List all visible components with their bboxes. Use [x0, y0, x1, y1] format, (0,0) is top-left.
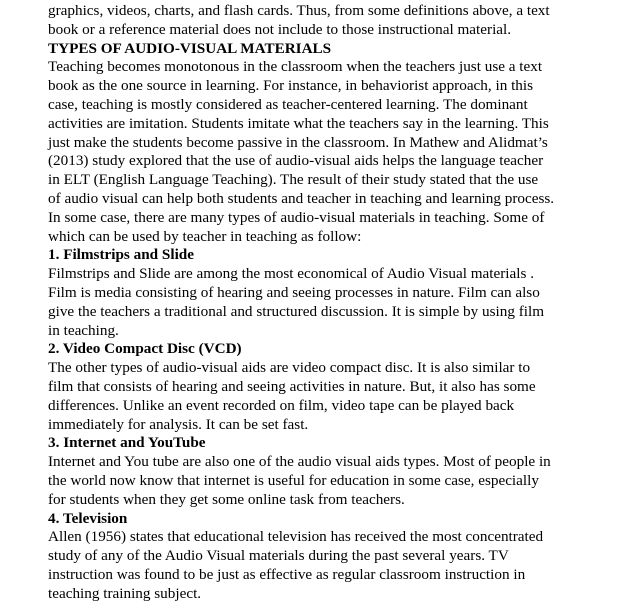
text-line: Filmstrips and Slide are among the most economical of Audio Visual materials . — [48, 265, 534, 283]
text-line: In some case, there are many types of audio-visual materials in teaching. Some of — [48, 208, 545, 226]
text-line: Teaching becomes monotonous in the classroom when the teachers just use a text — [48, 58, 543, 76]
item-heading: 4. Television — [48, 509, 128, 527]
item-television — [48, 510, 632, 604]
text-line: for students when they get some online task from teachers. — [48, 490, 405, 508]
text-line: teaching training subject. — [48, 584, 202, 602]
text-line: case, teaching is mostly considered as teacher-centered learning. The dominant — [48, 95, 528, 113]
section-heading: TYPES OF AUDIO-VISUAL MATERIALS — [48, 39, 332, 57]
text-line: Film is media consisting of hearing and seeing processes in nature. Film can also — [48, 283, 540, 301]
text-line: study of any of the Audio Visual materials during the past several years. TV — [48, 547, 509, 565]
text-line: of audio visual can help both students and teacher in teaching and learning process. — [48, 189, 555, 207]
text-line: in teaching. — [48, 321, 119, 339]
text-line: which can be used by teacher in teaching as follow: — [48, 227, 362, 245]
text-line: book as the one source in learning. For instance, in behaviorist approach, in this — [48, 77, 534, 95]
text-line: differences. Unlike an event recorded on film, video tape can be played back — [48, 396, 515, 414]
item-internet-youtube — [48, 434, 632, 509]
document-page — [48, 0, 632, 604]
text-line: instruction was found to be just as effective as regular classroom instruction in — [48, 565, 526, 583]
text-line: immediately for analysis. It can be set fast. — [48, 415, 309, 433]
text-line: Internet and You tube are also one of the audio visual aids types. Most of people in — [48, 453, 551, 471]
text-line: just make the students become passive in the classroom. In Mathew and Alidmat’s — [48, 133, 548, 151]
text-line: film that consists of hearing and seeing activities in nature. But, it also has some — [48, 377, 536, 395]
item-filmstrips — [48, 246, 632, 340]
text-line: book or a reference material does not include to those instructional material. — [48, 20, 512, 38]
text-line: graphics, videos, charts, and flash cards. Thus, from some definitions above, a text — [48, 2, 550, 19]
item-vcd — [48, 340, 632, 434]
item-heading: 2. Video Compact Disc (VCD) — [48, 340, 242, 358]
item-heading: 3. Internet and YouTube — [48, 434, 206, 452]
text-line: activities are imitation. Students imitate what the teachers say in the learning. This — [48, 114, 549, 132]
item-heading: 1. Filmstrips and Slide — [48, 246, 194, 264]
text-line: in ELT (English Language Teaching). The result of their study stated that the use — [48, 171, 539, 189]
text-line: (2013) study explored that the use of audio-visual aids helps the language teacher — [48, 152, 544, 170]
text-line: the world now know that internet is useful for education in some case, especially — [48, 471, 539, 489]
text-line: Allen (1956) states that educational television has received the most concentrated — [48, 528, 544, 546]
text-line: give the teachers a traditional and structured discussion. It is simple by using film — [48, 302, 545, 320]
text-line: The other types of audio-visual aids are video compact disc. It is also similar to — [48, 359, 531, 377]
intro-paragraph — [48, 2, 632, 40]
types-section — [48, 40, 632, 247]
